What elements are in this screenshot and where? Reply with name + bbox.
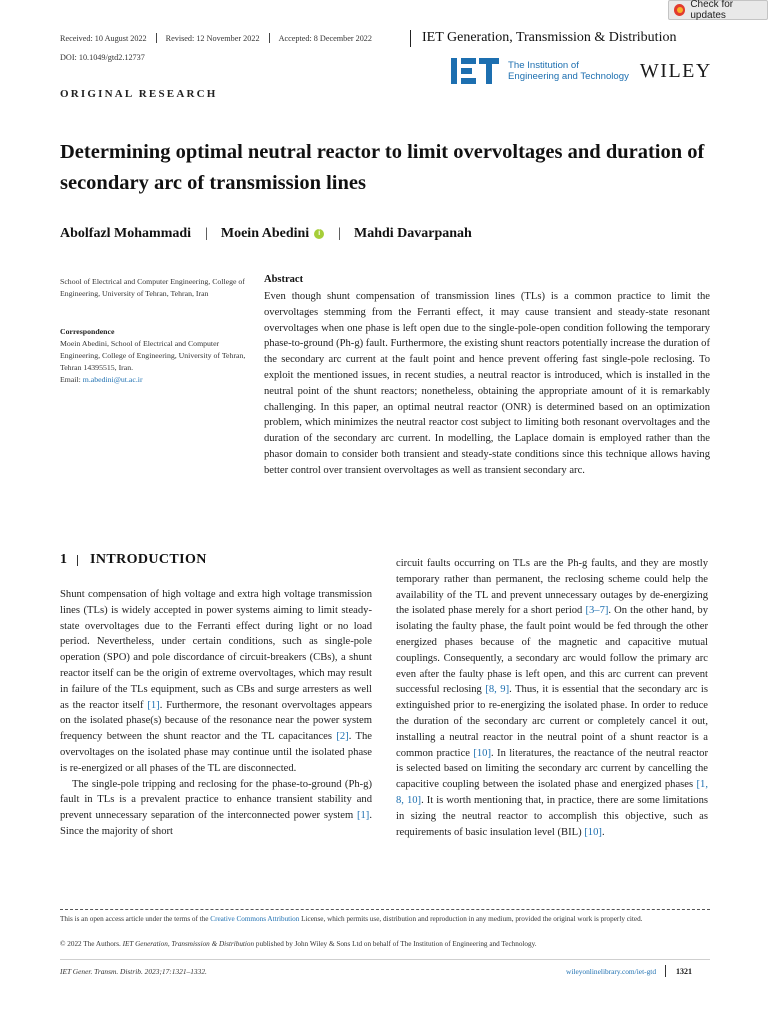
license-link[interactable]: Creative Commons Attribution <box>210 915 300 923</box>
email-label: Email: <box>60 375 81 384</box>
citation-link[interactable]: [8, 9] <box>485 684 510 696</box>
doi[interactable]: DOI: 10.1049/gtd2.12737 <box>60 53 145 62</box>
paragraph <box>60 777 372 840</box>
article-title: Determining optimal neutral reactor to limit overvoltages and duration of secondary arc of transmission lines <box>60 141 705 194</box>
received-date: Received: 10 August 2022 <box>60 33 147 43</box>
author-separator: | <box>338 226 341 241</box>
text-run: published by John Wiley & Sons Ltd on behalf of The Institution of Engineering and Technology. <box>254 940 537 948</box>
affiliation: School of Electrical and Computer Engineering, College of Engineering, University of Tehran, Tehran, Iran <box>60 277 245 298</box>
text-run: . It is worth mentioning that, in practice, there are some limitations in sizing the neutral reactor to accomplish this objective, such as requirements of basic insulation level (BIL) <box>396 794 709 838</box>
check-for-updates-label: Check for updates <box>690 0 734 21</box>
text-run: . Since the majority of short <box>60 810 372 837</box>
paragraph <box>60 587 372 777</box>
article-type-label: ORIGINAL RESEARCH <box>60 88 218 100</box>
journal-title: IET Generation, Transmission & Distribution <box>422 30 677 45</box>
iet-logo-mark <box>451 57 501 85</box>
body-column-right <box>396 556 708 840</box>
footer-divider <box>60 959 710 960</box>
citation-link[interactable]: [10] <box>584 826 602 838</box>
text-run: This is an open access article under the terms of the <box>60 915 211 923</box>
text-run: . In literatures, the reactance of the neutral reactor is selected based on limiting the secondary arc current by cancelling the capacitive coupling between the isolated phase and energized phases <box>396 747 709 791</box>
iet-name <box>508 60 629 82</box>
text-run: . <box>601 826 605 838</box>
text-run: © 2022 The Authors. <box>60 940 123 948</box>
correspondence-address: Moein Abedini, School of Electrical and Computer Engineering, College of Engineering, University of Tehran, Tehran 14395515, Iran. <box>60 339 246 372</box>
citation-link[interactable]: [1] <box>356 810 370 822</box>
journal-citation <box>60 967 207 976</box>
author-separator: | <box>205 226 208 241</box>
divider <box>156 33 157 43</box>
body-column-left <box>60 587 372 840</box>
page-number: 1321 <box>676 966 693 976</box>
text-run: . Thus, it is essential that the secondary arc is extinguished prior to re-energizing the isolated phase. In order to reduce the duration of the secondary arc current or completely cancel it out, installing a neutral reactor in the neutral point of a shunt reactor is a common practice <box>396 684 708 759</box>
author-name[interactable]: Abolfazl Mohammadi <box>60 226 192 241</box>
license-note <box>60 913 710 925</box>
page-divider <box>665 965 666 977</box>
text-run: circuit faults occurring on TLs are the Ph-g faults, and they are mostly temporary rather than permanent, the reclosing scheme could help the availability of the TL and prevent unnecessary outages by de-energizing the isolated phase merely for a short period <box>396 558 708 617</box>
abstract-text: Even though shunt compensation of transmission lines (TLs) is a common practice to limit the overvoltages stemming from the Ferranti effect, it may cause transient and steady-state resonant overvoltages when one phase is left open due to the single-pole-open condition following the temporary phase-to-ground (Ph-g) fault. Furthermore, the existing shunt reactors potentially increase the duration of the secondary arc current at the fault point and hence prevent offering fast single-pole reclosing. To exploit the mentioned issues, in recent studies, a neutral reactor is introduced, which is installed in the neutral point of the shunt reactors; nonetheless, obtaining the appropriate amount of it is remarkably challenging. In this paper, an optimal neutral reactor (ONR) is determined based on an optimization problem, which minimizes the neutral reactor cost subject to limiting both resonant overvoltages and the duration of the secondary arc current. In modelling, the Laplace domain is employed rather than the phasor domain to consider both transient and steady-state conditions since this technique allows having better control over transient overvoltages as well as transient secondary arc. <box>264 291 710 476</box>
section-number: 1 <box>60 552 67 567</box>
author-list <box>60 226 472 242</box>
correspondence-heading: Correspondence <box>60 327 115 336</box>
iet-name-line2: Engineering and Technology <box>508 71 629 82</box>
text-run: The single-pole tripping and reclosing for the phase-to-ground (Ph-g) fault in TLs is a prevalent practice to enhance transient stability and prevent unnecessary separation of the interconnected power system <box>60 778 372 822</box>
publisher-logos <box>451 57 712 85</box>
text-run: License, which permits use, distribution and reproduction in any medium, provided the original work is properly cited. <box>299 915 643 923</box>
email-link[interactable]: m.abedini@ut.ac.ir <box>82 375 143 384</box>
citation-link[interactable]: [10] <box>473 747 492 759</box>
section-divider <box>77 555 78 566</box>
revised-date: Revised: 12 November 2022 <box>165 33 260 43</box>
divider <box>269 33 270 43</box>
text-run: Shunt compensation of high voltage and extra high voltage transmission lines (TLs) is widely accepted in power systems aiming to limit steady-state overvoltages due to the Ferranti effect during light or no load period. Nevertheless, under certain conditions, such as single-pole operation (SPO) and pole discordance of circuit-breakers (CBs), a shunt reactor itself can be the origin of extreme overvoltages, which may result in failure of the TLs equipment, such as CBs and surge arresters as well as the reactor itself <box>60 589 372 711</box>
iet-logo-text: IET <box>451 57 453 58</box>
copyright-journal: IET Generation, Transmission & Distribution <box>122 940 255 948</box>
citation-link[interactable]: [3–7] <box>585 605 609 617</box>
journal-divider <box>410 30 411 47</box>
author-name[interactable]: Mahdi Davarpanah <box>353 226 472 241</box>
iet-logo <box>451 57 629 85</box>
orcid-icon[interactable]: i <box>314 229 324 239</box>
footnote-divider <box>60 909 710 910</box>
abstract-heading: Abstract <box>264 274 304 285</box>
citation-text: IET Gener. Transm. Distrib. 2023;17:1321–1332. <box>60 967 207 976</box>
text-run: . On the other hand, by isolating the faulty phase, the fault point would be fed through the other energized phases because of the magnetic and capacitive mutual couplings. Consequently, a secondary arc would follow the primary arc even after the faulty phase is left open, and this arc current can prevent successful reclosing <box>396 605 708 696</box>
wiley-logo: WILEY <box>639 59 712 82</box>
citation-link[interactable]: [1] <box>147 699 160 711</box>
footer-right <box>566 965 692 977</box>
author-name[interactable]: Moein Abedini <box>220 226 310 241</box>
section-heading <box>60 552 207 568</box>
accepted-date: Accepted: 8 December 2022 <box>278 33 372 43</box>
section-title: INTRODUCTION <box>90 552 207 567</box>
article-dates <box>60 33 372 43</box>
correspondence <box>60 338 250 386</box>
paragraph <box>396 556 708 840</box>
check-for-updates-button[interactable] <box>668 0 768 20</box>
journal-website-link[interactable]: wileyonlinelibrary.com/iet-gtd <box>566 966 657 976</box>
text-run: . Furthermore, the resonant overvoltages appears on the isolated phase(s) because of the resonance near the power system frequency between the shunt reactor and the TL capacitances <box>60 699 372 743</box>
citation-link[interactable]: [1, 8, 10] <box>396 779 708 806</box>
copyright-note <box>60 938 710 950</box>
citation-link[interactable]: [2] <box>336 731 349 743</box>
crossmark-icon <box>674 4 685 16</box>
text-run: . The overvoltages on the isolated phase may continue until the isolated phase is re-energized or all phases of the TL are disconnected. <box>60 731 372 774</box>
iet-name-line1: The Institution of <box>508 60 579 71</box>
